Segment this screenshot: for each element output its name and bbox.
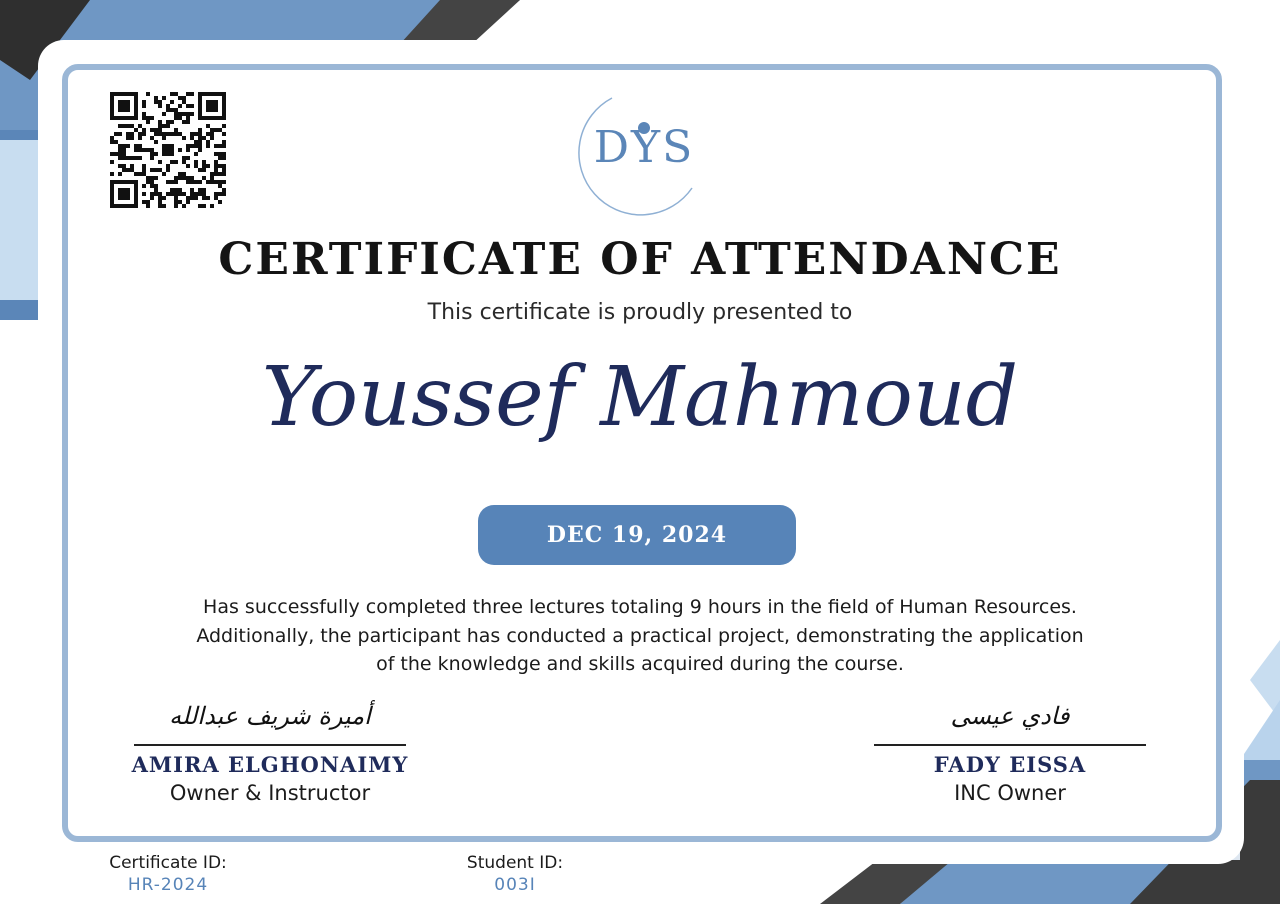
qr-code-icon bbox=[110, 92, 226, 208]
signature-block-left bbox=[120, 696, 420, 805]
date-text: DEC 19, 2024 bbox=[546, 522, 728, 548]
signature-script-left: أميرة شريف عبدالله bbox=[169, 702, 371, 730]
certificate-id-block bbox=[98, 852, 238, 896]
certificate-title: CERTIFICATE OF ATTENDANCE bbox=[218, 234, 1062, 285]
signatory-role-left: Owner & Instructor bbox=[169, 781, 371, 805]
logo-icon bbox=[572, 88, 716, 216]
description-line-3: of the knowledge and skills acquired during the course. bbox=[376, 653, 904, 675]
student-id-value: 003I bbox=[494, 875, 536, 895]
signature-script-right: فادي عيسى bbox=[950, 702, 1070, 730]
recipient-name: Youssef Mahmoud bbox=[261, 350, 1019, 445]
certificate-description bbox=[100, 593, 1180, 679]
date-badge bbox=[478, 505, 796, 565]
student-id-label: Student ID: bbox=[466, 853, 564, 873]
certificate-id-label: Certificate ID: bbox=[109, 853, 227, 873]
signatory-role-right: INC Owner bbox=[954, 781, 1066, 805]
signatory-name-right: FADY EISSA bbox=[933, 752, 1087, 777]
signature-line-left bbox=[134, 744, 406, 746]
certificate-subtitle: This certificate is proudly presented to bbox=[427, 300, 853, 325]
certificate-id-value: HR-2024 bbox=[127, 875, 209, 895]
signature-block-right bbox=[860, 696, 1160, 805]
description-line-1: Has successfully completed three lectures totaling 9 hours in the field of Human Resources. bbox=[203, 596, 1077, 618]
signatory-name-left: AMIRA ELGHONAIMY bbox=[131, 752, 409, 777]
signature-line-right bbox=[874, 744, 1146, 746]
logo-text: DYS bbox=[593, 122, 695, 173]
student-id-block bbox=[455, 852, 575, 896]
description-line-2: Additionally, the participant has conducted a practical project, demonstrating the application bbox=[196, 624, 1084, 647]
